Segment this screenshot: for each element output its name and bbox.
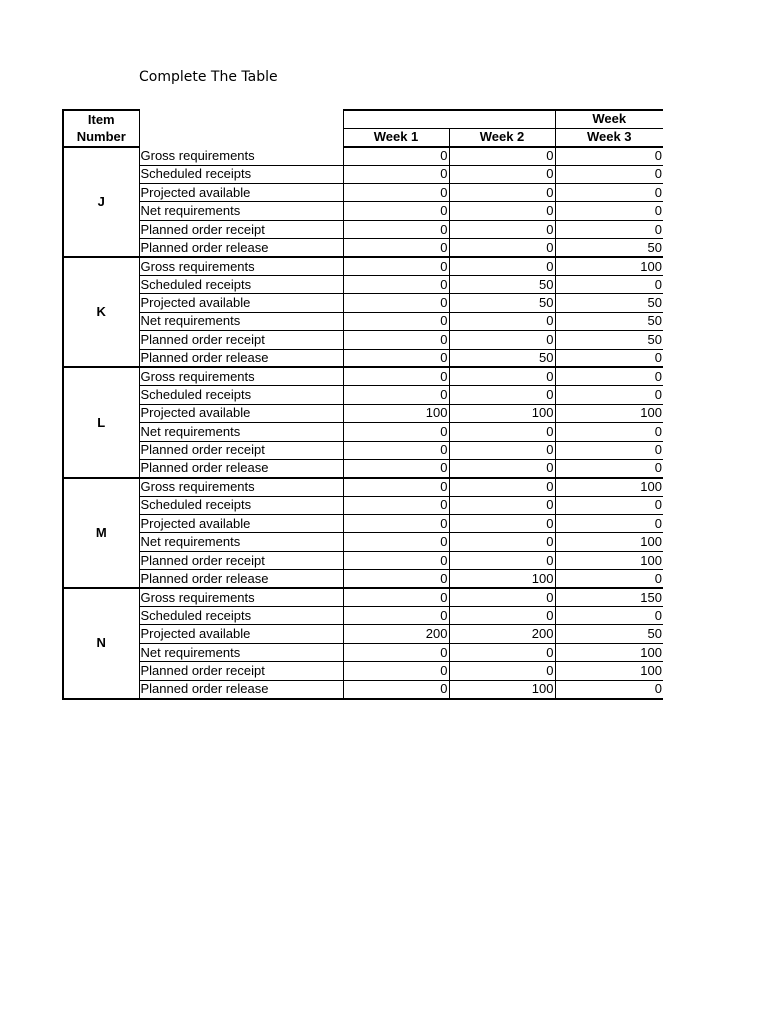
week-3-value: 50 bbox=[555, 312, 663, 330]
week-1-value: 0 bbox=[343, 331, 449, 349]
week-3-value: 100 bbox=[555, 404, 663, 422]
row-label: Projected available bbox=[139, 294, 343, 312]
week-2-value: 0 bbox=[449, 184, 555, 202]
week-3-value: 50 bbox=[555, 239, 663, 257]
table-row bbox=[63, 533, 663, 551]
table-row bbox=[63, 220, 663, 238]
week-1-value: 0 bbox=[343, 570, 449, 588]
row-label: Planned order receipt bbox=[139, 331, 343, 349]
week-3-value: 100 bbox=[555, 551, 663, 569]
week-1-value: 0 bbox=[343, 165, 449, 183]
week-1-header: Week 1 bbox=[343, 128, 449, 146]
week-group-header: Week bbox=[555, 110, 663, 128]
week-1-value: 0 bbox=[343, 147, 449, 165]
week-1-value: 0 bbox=[343, 276, 449, 294]
table-row bbox=[63, 331, 663, 349]
row-label: Scheduled receipts bbox=[139, 607, 343, 625]
week-3-value: 0 bbox=[555, 220, 663, 238]
row-label: Planned order receipt bbox=[139, 441, 343, 459]
week-1-value: 0 bbox=[343, 441, 449, 459]
row-label: Gross requirements bbox=[139, 147, 343, 165]
week-3-value: 0 bbox=[555, 276, 663, 294]
week-3-value: 100 bbox=[555, 533, 663, 551]
table-row bbox=[63, 423, 663, 441]
week-2-value: 0 bbox=[449, 662, 555, 680]
label-header-blank bbox=[139, 110, 343, 128]
row-label: Projected available bbox=[139, 184, 343, 202]
table-row bbox=[63, 202, 663, 220]
row-label: Planned order receipt bbox=[139, 551, 343, 569]
week-2-value: 0 bbox=[449, 367, 555, 385]
table-row bbox=[63, 570, 663, 588]
week-1-value: 0 bbox=[343, 643, 449, 661]
row-label: Planned order release bbox=[139, 349, 343, 367]
table-row bbox=[63, 312, 663, 330]
table-row bbox=[63, 257, 663, 275]
week-3-value: 0 bbox=[555, 386, 663, 404]
row-label: Scheduled receipts bbox=[139, 496, 343, 514]
week-2-value: 0 bbox=[449, 441, 555, 459]
table-row bbox=[63, 643, 663, 661]
table-row bbox=[63, 276, 663, 294]
week-2-value: 0 bbox=[449, 257, 555, 275]
item-number-cell: M bbox=[63, 478, 139, 588]
week-2-value: 100 bbox=[449, 680, 555, 698]
table-row bbox=[63, 184, 663, 202]
row-label: Scheduled receipts bbox=[139, 276, 343, 294]
week-1-value: 200 bbox=[343, 625, 449, 643]
week-2-value: 0 bbox=[449, 533, 555, 551]
row-label: Planned order release bbox=[139, 239, 343, 257]
row-label: Net requirements bbox=[139, 312, 343, 330]
week-3-value: 0 bbox=[555, 570, 663, 588]
row-label: Gross requirements bbox=[139, 257, 343, 275]
week-1-value: 0 bbox=[343, 367, 449, 385]
table-row bbox=[63, 515, 663, 533]
week-1-value: 0 bbox=[343, 662, 449, 680]
week-2-value: 0 bbox=[449, 551, 555, 569]
table-row bbox=[63, 404, 663, 422]
week-2-value: 0 bbox=[449, 386, 555, 404]
week-2-value: 100 bbox=[449, 570, 555, 588]
week-1-value: 0 bbox=[343, 551, 449, 569]
week-1-value: 0 bbox=[343, 607, 449, 625]
week-2-value: 0 bbox=[449, 165, 555, 183]
table-row bbox=[63, 367, 663, 385]
row-label: Projected available bbox=[139, 625, 343, 643]
week-3-value: 0 bbox=[555, 515, 663, 533]
week-3-value: 50 bbox=[555, 294, 663, 312]
week-3-value: 0 bbox=[555, 496, 663, 514]
table-row bbox=[63, 165, 663, 183]
item-number-cell: N bbox=[63, 588, 139, 698]
week-1-value: 0 bbox=[343, 533, 449, 551]
week-2-value: 50 bbox=[449, 349, 555, 367]
row-label: Scheduled receipts bbox=[139, 165, 343, 183]
week-2-value: 0 bbox=[449, 239, 555, 257]
row-label: Projected available bbox=[139, 404, 343, 422]
week-2-value: 0 bbox=[449, 220, 555, 238]
table-row bbox=[63, 147, 663, 165]
row-label: Net requirements bbox=[139, 202, 343, 220]
table-row bbox=[63, 386, 663, 404]
week-3-value: 0 bbox=[555, 459, 663, 477]
week-2-value: 0 bbox=[449, 607, 555, 625]
row-label: Gross requirements bbox=[139, 367, 343, 385]
week-1-value: 0 bbox=[343, 515, 449, 533]
row-label: Planned order receipt bbox=[139, 662, 343, 680]
row-label: Gross requirements bbox=[139, 588, 343, 606]
header-row-2 bbox=[63, 128, 663, 146]
week-1-value: 0 bbox=[343, 202, 449, 220]
mrp-table-body bbox=[63, 147, 663, 699]
week-1-value: 0 bbox=[343, 349, 449, 367]
week-2-value: 0 bbox=[449, 496, 555, 514]
row-label: Scheduled receipts bbox=[139, 386, 343, 404]
row-label: Planned order release bbox=[139, 459, 343, 477]
week-3-value: 0 bbox=[555, 423, 663, 441]
item-header-line2: Number bbox=[63, 128, 139, 146]
week-1-value: 0 bbox=[343, 239, 449, 257]
week-2-value: 200 bbox=[449, 625, 555, 643]
week-1-value: 0 bbox=[343, 386, 449, 404]
week-2-value: 0 bbox=[449, 478, 555, 496]
table-row bbox=[63, 239, 663, 257]
table-row bbox=[63, 662, 663, 680]
week-3-header: Week 3 bbox=[555, 128, 663, 146]
item-number-cell: L bbox=[63, 367, 139, 477]
table-row bbox=[63, 588, 663, 606]
item-number-cell: K bbox=[63, 257, 139, 367]
row-label: Planned order receipt bbox=[139, 220, 343, 238]
table-row bbox=[63, 607, 663, 625]
table-row bbox=[63, 680, 663, 698]
week-2-value: 0 bbox=[449, 588, 555, 606]
week-1-value: 0 bbox=[343, 184, 449, 202]
week-2-value: 0 bbox=[449, 331, 555, 349]
row-label: Planned order release bbox=[139, 570, 343, 588]
week-3-value: 100 bbox=[555, 257, 663, 275]
week-2-value: 50 bbox=[449, 294, 555, 312]
week-3-value: 100 bbox=[555, 478, 663, 496]
table-row bbox=[63, 551, 663, 569]
row-label: Net requirements bbox=[139, 533, 343, 551]
week-2-value: 100 bbox=[449, 404, 555, 422]
week-2-value: 0 bbox=[449, 147, 555, 165]
row-label: Planned order release bbox=[139, 680, 343, 698]
week-3-value: 100 bbox=[555, 643, 663, 661]
week-1-value: 0 bbox=[343, 257, 449, 275]
header-row-1 bbox=[63, 110, 663, 128]
item-number-cell: J bbox=[63, 147, 139, 257]
table-row bbox=[63, 625, 663, 643]
table-row bbox=[63, 441, 663, 459]
label-header-blank-2 bbox=[139, 128, 343, 146]
week-1-value: 0 bbox=[343, 423, 449, 441]
week-2-value: 0 bbox=[449, 312, 555, 330]
row-label: Net requirements bbox=[139, 423, 343, 441]
week-1-value: 0 bbox=[343, 294, 449, 312]
week-1-value: 0 bbox=[343, 312, 449, 330]
week-1-value: 0 bbox=[343, 680, 449, 698]
week-1-value: 0 bbox=[343, 220, 449, 238]
table-row bbox=[63, 478, 663, 496]
row-label: Projected available bbox=[139, 515, 343, 533]
week-3-value: 150 bbox=[555, 588, 663, 606]
table-row bbox=[63, 496, 663, 514]
week-2-value: 0 bbox=[449, 459, 555, 477]
week-3-value: 0 bbox=[555, 367, 663, 385]
week-3-value: 0 bbox=[555, 147, 663, 165]
week-3-value: 0 bbox=[555, 680, 663, 698]
table-row bbox=[63, 349, 663, 367]
week-3-value: 100 bbox=[555, 662, 663, 680]
mrp-table bbox=[62, 109, 663, 700]
week-1-value: 0 bbox=[343, 478, 449, 496]
table-row bbox=[63, 294, 663, 312]
week-3-value: 0 bbox=[555, 349, 663, 367]
week-1-value: 0 bbox=[343, 459, 449, 477]
week-2-value: 50 bbox=[449, 276, 555, 294]
page-title: Complete The Table bbox=[139, 69, 278, 85]
week-2-value: 0 bbox=[449, 515, 555, 533]
week-1-value: 0 bbox=[343, 588, 449, 606]
week-3-value: 50 bbox=[555, 625, 663, 643]
week-2-header: Week 2 bbox=[449, 128, 555, 146]
row-label: Gross requirements bbox=[139, 478, 343, 496]
week-2-value: 0 bbox=[449, 643, 555, 661]
week-3-value: 50 bbox=[555, 331, 663, 349]
week-2-value: 0 bbox=[449, 202, 555, 220]
week-3-value: 0 bbox=[555, 441, 663, 459]
week-1-value: 100 bbox=[343, 404, 449, 422]
item-header-line1: Item bbox=[63, 110, 139, 128]
week-3-value: 0 bbox=[555, 202, 663, 220]
table-row bbox=[63, 459, 663, 477]
week-1-value: 0 bbox=[343, 496, 449, 514]
week-3-value: 0 bbox=[555, 607, 663, 625]
row-label: Net requirements bbox=[139, 643, 343, 661]
week-3-value: 0 bbox=[555, 184, 663, 202]
week-3-value: 0 bbox=[555, 165, 663, 183]
week-2-value: 0 bbox=[449, 423, 555, 441]
week-header-blank bbox=[343, 110, 555, 128]
